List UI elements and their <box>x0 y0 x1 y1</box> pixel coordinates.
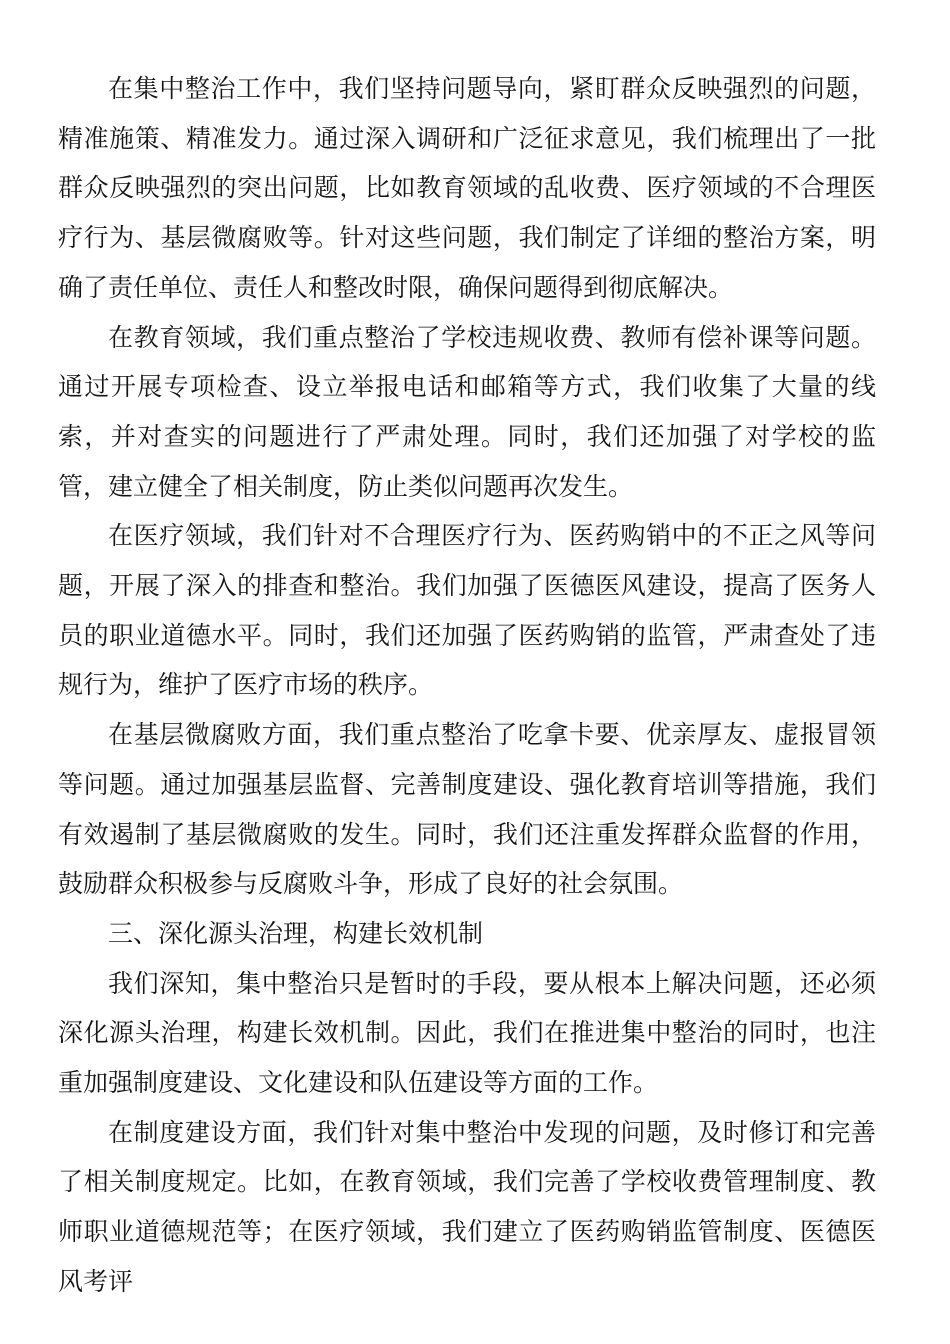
paragraph-education-field: 在教育领域，我们重点整治了学校违规收费、教师有偿补课等问题。通过开展专项检查、设立举报电话和邮箱等方式，我们收集了大量的线索，并对查实的问题进行了严肃处理。同时，我们还加强了对学校的监管，建立健全了相关制度，防止类似问题再次发生。 <box>58 322 876 501</box>
section-heading: 三、深化源头治理，构建长效机制 <box>108 918 484 948</box>
paragraph-medical-field: 在医疗领域，我们针对不合理医疗行为、医药购销中的不正之风等问题，开展了深入的排查和整治。我们加强了医德医风建设，提高了医务人员的职业道德水平。同时，我们还加强了医药购销的监管，严肃查处了违规行为，维护了医疗市场的秩序。 <box>58 521 876 700</box>
paragraph-institution-building: 在制度建设方面，我们针对集中整治中发现的问题，及时修订和完善了相关制度规定。比如，在教育领域，我们完善了学校收费管理制度、教师职业道德规范等；在医疗领域，我们建立了医药购销监管制度、医德医风考评 <box>58 1117 876 1296</box>
paragraph-rectification-overview: 在集中整治工作中，我们坚持问题导向，紧盯群众反映强烈的问题，精准施策、精准发力。通过深入调研和广泛征求意见，我们梳理出了一批群众反映强烈的突出问题，比如教育领域的乱收费、医疗领域的不合理医疗行为、基层微腐败等。针对这些问题，我们制定了详细的整治方案，明确了责任单位、责任人和整改时限，确保问题得到彻底解决。 <box>58 74 876 302</box>
paragraph-grassroots-corruption: 在基层微腐败方面，我们重点整治了吃拿卡要、优亲厚友、虚报冒领等问题。通过加强基层监督、完善制度建设、强化教育培训等措施，我们有效遏制了基层微腐败的发生。同时，我们还注重发挥群众监督的作用，鼓励群众积极参与反腐败斗争，形成了良好的社会氛围。 <box>58 720 876 899</box>
paragraph-source-governance: 我们深知，集中整治只是暂时的手段，要从根本上解决问题，还必须深化源头治理，构建长效机制。因此，我们在推进集中整治的同时，也注重加强制度建设、文化建设和队伍建设等方面的工作。 <box>58 968 876 1098</box>
document-page <box>58 64 876 1307</box>
